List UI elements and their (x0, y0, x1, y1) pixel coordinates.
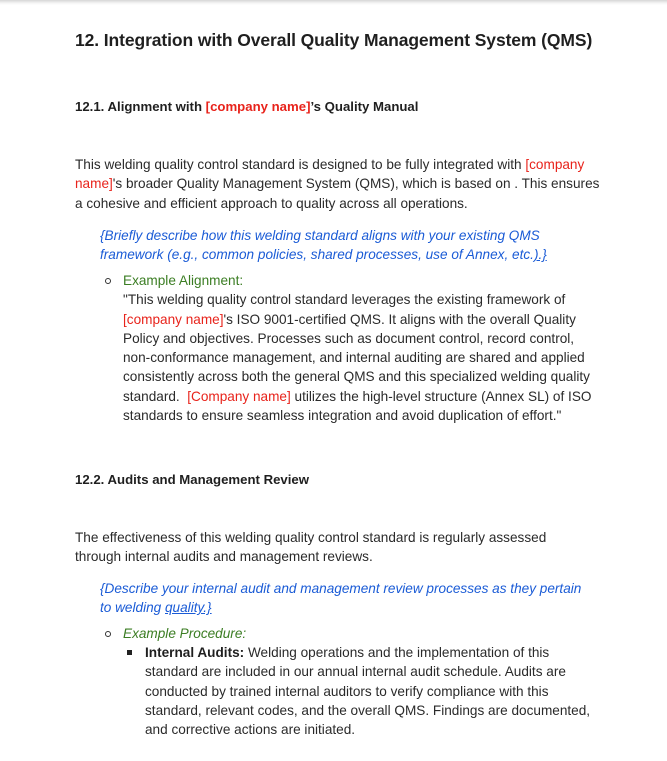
text-line (123, 387, 603, 406)
example-label: Example Alignment: (123, 273, 244, 288)
text: to welding (100, 600, 165, 616)
text: 's ISO 9001-certified QMS. It aligns with the overall Quality (223, 311, 576, 327)
text: utilizes the high-level structure (Annex SL) of ISO (290, 388, 592, 404)
text-line: "This welding quality control standard leverages the existing framework of (123, 292, 566, 308)
text: framework (e.g., common policies, shared processes, use of Annex, etc. (100, 247, 534, 263)
item-label: Internal Audits: (145, 645, 245, 660)
subsection-title-12-1 (75, 99, 418, 114)
text-line: conducted by trained internal auditors to verify compliance with this (145, 683, 549, 699)
company-name-placeholder: [Company name] (187, 388, 291, 404)
text-line: non-conformance management, and internal auditing are shared and applied (123, 350, 585, 366)
text-line (75, 155, 605, 174)
alignment-paragraph (75, 155, 605, 213)
section-heading: 12. Integration with Overall Quality Management System (QMS) (75, 30, 593, 50)
text-line (100, 598, 605, 617)
text-line: and corrective actions are initiated. (145, 722, 356, 738)
text-line (123, 310, 603, 329)
text: Welding operations and the implementation of this (244, 645, 550, 660)
hollow-bullet-icon (105, 631, 111, 637)
company-name-placeholder: [company name] (123, 311, 224, 327)
company-name-placeholder: [company name] (205, 99, 311, 114)
instruction-note (100, 226, 605, 265)
example-alignment-item (123, 271, 603, 425)
audits-paragraph (75, 528, 605, 567)
text: This welding quality control standard is designed to be fully integrated with (75, 157, 526, 172)
text-line: standard, relevant codes, and the overall QMS. Findings are documented, (145, 702, 591, 718)
company-name-placeholder: name] (75, 176, 113, 192)
text-line (100, 245, 605, 264)
instruction-note (100, 579, 605, 618)
text: standard. (123, 388, 188, 404)
text-line (145, 643, 605, 662)
text-line: through internal audits and management reviews. (75, 549, 373, 565)
title-text: ’s Quality Manual (310, 99, 419, 114)
text-line (75, 174, 605, 193)
top-edge-shadow (0, 0, 667, 5)
text-line: standard are included in our annual internal audit schedule. Audits are (145, 664, 566, 680)
text-line: {Briefly describe how this welding standard aligns with your existing QMS (100, 228, 540, 243)
example-label: Example Procedure: (123, 626, 247, 641)
text-line: Policy and objectives. Processes such as document control, record control, (123, 330, 575, 346)
text-line: The effectiveness of this welding quality control standard is regularly assessed (75, 530, 547, 545)
title-text: 12.1. Alignment with (75, 99, 206, 114)
text-line: consistently across both the general QMS and this specialized welding quality (123, 369, 590, 385)
subsection-title-12-2: 12.2. Audits and Management Review (75, 472, 310, 487)
example-procedure-item (123, 624, 603, 643)
text-line: a cohesive and efficient approach to quality across all operations. (75, 195, 468, 211)
text-line: standards to ensure seamless integration and avoid duplication of effort." (123, 408, 562, 424)
internal-audits-item (145, 643, 605, 739)
hollow-bullet-icon (105, 278, 111, 284)
note-link[interactable]: ).} (533, 247, 547, 263)
text: 's broader Quality Management System (QMS), which is based on . This ensures (112, 176, 600, 192)
text-line: {Describe your internal audit and management review processes as they pertain (100, 581, 582, 596)
company-name-placeholder: [company (525, 157, 585, 172)
note-link[interactable]: quality.} (165, 600, 212, 616)
square-bullet-icon (127, 650, 132, 655)
